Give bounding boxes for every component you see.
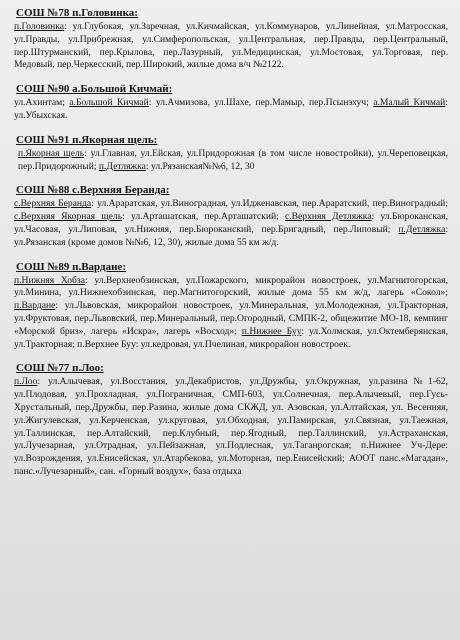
section-body (14, 21, 448, 72)
school-section-77 (14, 361, 448, 478)
section-body (14, 376, 448, 478)
address-list: : ул.Ачмизова, ул.Шахе, пер.Мамыр, пер.Псынэхуч; (148, 97, 374, 109)
section-body (14, 275, 448, 352)
address-list: : ул.Араратская, ул.Виноградная, ул.Идженавская, пер.Араратский, пер.Виноградный; (91, 198, 448, 210)
place-name: с.Верхняя Беранда (14, 198, 92, 210)
place-name: а.Большой Кичмай (69, 97, 149, 109)
address-list: : ул.Арташатская, пер.Арташатский; (122, 211, 285, 223)
place-name: п.Детляжка (98, 160, 146, 172)
address-list: : ул.Бюроканская, ул.Часовая, ул.Липовая, ул.Нижняя, пер.Бюроканский, пер.Бригадный, пер.Липовый; (14, 211, 448, 235)
school-section-90 (14, 82, 448, 123)
place-name: с.Верхняя Якорная щель (14, 211, 123, 223)
place-name: п.Детляжка (398, 223, 446, 235)
place-name: п.Вардане (14, 300, 56, 312)
address-list: : ул.Холмская, ул.Октемберянская, ул.Тракторная; п.Верхнее Буу: ул.кедровая, ул.Пчелиная, микрорайон новостроек. (14, 325, 449, 350)
address-list: ул.Ахинтам; (14, 97, 70, 109)
school-section-89 (14, 260, 448, 352)
section-body (14, 198, 448, 249)
address-list: : ул.Рязанская№№6, 12, 30 (145, 160, 255, 172)
place-name: с.Верхняя Детляжка (284, 211, 372, 223)
school-section-78 (14, 6, 448, 72)
place-name: а.Малый Кичмай (373, 97, 446, 109)
place-name: п.Нижнее Буу (241, 325, 302, 337)
place-name: п.Нижняя Хобза (14, 274, 85, 286)
section-title: СОШ №88 с.Верхняя Беранда: (16, 184, 170, 197)
address-list: : ул.Алычевая, ул.Восстания, ул.Декабристов, ул.Дружбы, ул.Окружная, ул.разина№1-62, ул.Плодовая, ул.Прохладная, ул.Пограничная, СМП-603, ул.Солнечная, пер.Алычевый, пер.Гусь-Хрустальный, пер.Дружбы, пер.Разина, жилые дома СКЖД, ул. Азовская, ул.Алтайская, ул. Весенняя, ул.Жигулевская, ул.Керченская, ул.круговая, ул.Обходная, ул.Памирская, ул.Связная, ул.Таежная, ул.Таллинская, пер.Алтайский, пер.Клубный, пер.Ягодный, пер.Таллинский, ул.Астраханская, ул.Лучезарная, ул.Отрадная, ул.Пейзажная, ул.Подлесная, ул.Таганрогская; п.Нижнее Уч-Дере: ул.Возрождения, ул.Енисейская, ул.Атарбекова, ул.Моторная, пер.Енисейский; АООТ панс.«Магадан», панс.«Лучезарный», сан. «Горный воздух», база отдыха (14, 376, 448, 477)
school-section-88 (14, 183, 448, 249)
address-list: : ул.Убыхская. (14, 97, 448, 121)
address-list: : ул.Глубокая, ул.Заречная, ул.Кичмайская, ул.Коммунаров, ул.Линейная, ул.Матросская, ул.Правды, ул.Прибрежная, ул.Симферопольская, ул.Центральная, пер.Правды, пер.Центральный, пер.Штурманский, пер.Крылова, пер.Лазурный, ул.Медицинская, ул.Мостовая, ул.Торговая, пер. Медовый, пер.Черкесский, пер.Широкий, жилые дома в/ч №2122. (14, 21, 448, 71)
address-list: : ул.Верхнеобзинская, ул.Пожарского, микрорайон новостроек, ул.Магнитогорская, ул.Минина, ул.Нижнехобзинская, пер.Магнитогорский, жилые дома 55 км ж/д, лагерь «Сокол»; (14, 274, 448, 299)
address-list: : ул.Главная, ул.Ейская, ул.Придорожная (в том числе новостройки), ул.Череповецкая, пер.Придорожный; (18, 147, 448, 172)
section-title: СОШ №91 п.Якорная щель: (16, 133, 158, 146)
section-body (14, 97, 448, 123)
school-section-91 (14, 133, 448, 174)
section-title: СОШ №78 п.Головинка: (16, 7, 138, 19)
section-body (18, 148, 448, 174)
place-name: п.Головинка (14, 21, 65, 32)
place-name: п.Лоо (14, 376, 38, 388)
section-title: СОШ №77 п.Лоо: (16, 362, 104, 375)
address-list: : ул.Львовская, микрорайон новостроек, ул.Минеральная, ул.Молодежная, ул.Тракторная, ул.Фруктовая, пер.Львовский, пер.Минеральный, пер.Огородный, СМПК-2, общежитие МО-18, кемпинг «Морской бриз», лагерь «Искра», лагерь «Восход»; (14, 300, 448, 337)
section-title: СОШ №90 а.Большой Кичмай: (16, 83, 173, 96)
address-list: : ул.Рязанская (кроме домов №№6, 12, 30), жилые дома 55 км ж/д. (14, 223, 448, 248)
place-name: п.Якорная щель (18, 147, 85, 159)
section-title: СОШ №89 п.Вардане: (16, 260, 126, 273)
